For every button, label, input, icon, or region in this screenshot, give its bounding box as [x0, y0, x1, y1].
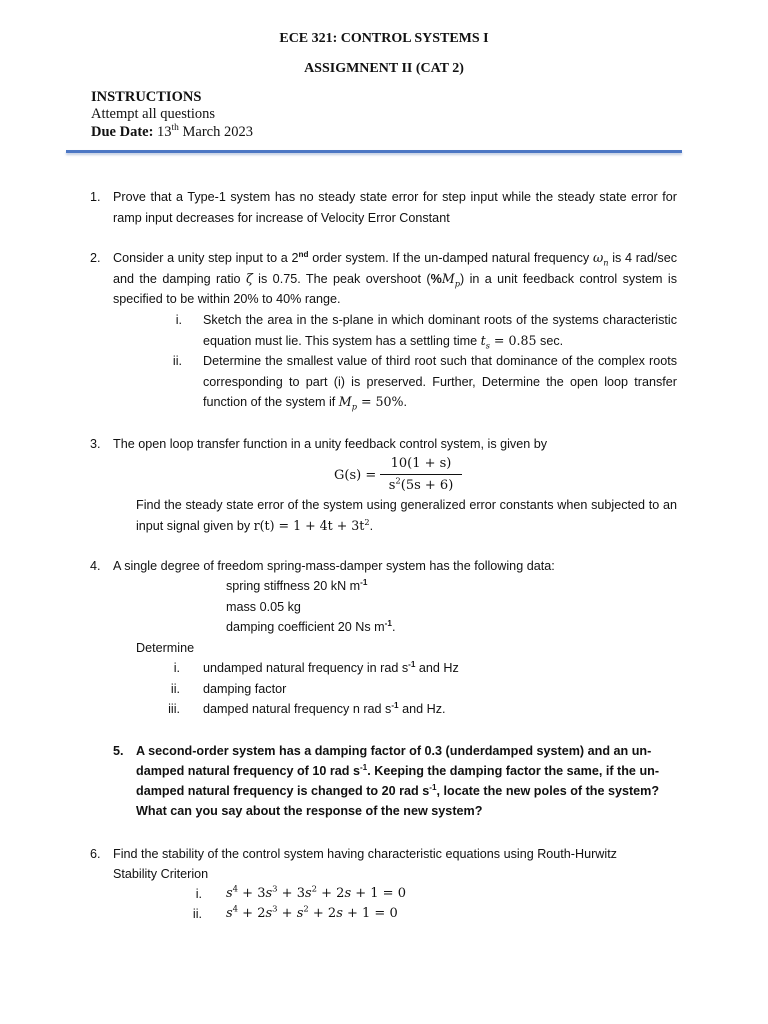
settling-time-value: = 0.85: [489, 332, 537, 348]
determine-label: Determine: [136, 641, 195, 655]
text-part: Consider a unity step input to a 2: [113, 251, 299, 265]
subscript: n: [603, 257, 609, 268]
subpart-text: [203, 658, 459, 679]
subpart-text: [203, 310, 677, 351]
characteristic-equation-2: $s^4 + 2s^3 + s^2 + 2s + 1 = 0$: [226, 903, 398, 921]
question-text-2: [136, 495, 677, 536]
question-line: [136, 781, 659, 802]
fraction-bar: [380, 474, 462, 475]
text-part: damped natural frequency is changed to 20 rad s: [136, 784, 430, 798]
subpart-number: i.: [195, 887, 202, 901]
subpart-number: i.: [175, 313, 182, 327]
question-line: Stability Criterion: [113, 867, 209, 881]
question-line: [136, 761, 659, 782]
transfer-function-lhs: G(s) =: [334, 468, 377, 483]
text-part: and Hz.: [398, 702, 446, 716]
superscript: -1: [429, 782, 437, 792]
text-part: damped natural frequency n rad s: [203, 702, 392, 716]
due-date-rest: March 2023: [182, 124, 253, 140]
text-part: .: [369, 518, 374, 533]
question-number: 5.: [113, 744, 124, 758]
transfer-function-denominator: [378, 476, 464, 497]
text-part: undamped natural frequency in rad s: [203, 661, 409, 675]
overshoot-value: = 50%: [356, 394, 404, 409]
subscript: p: [351, 401, 357, 412]
data-damping-coefficient: [226, 617, 395, 638]
question-number: 4.: [90, 559, 101, 573]
input-signal-expression: r(t) = 1 + 4t + 3t: [253, 517, 365, 533]
text-part: ) in a unit feedback control system is specified to be within 20% to 40% range.: [113, 271, 677, 306]
subpart-number: ii.: [172, 354, 182, 368]
question-number: 6.: [90, 847, 101, 861]
question-number: 2.: [90, 251, 101, 265]
subpart-number: i.: [173, 661, 180, 675]
text-part: is 0.75. The peak overshoot (: [252, 271, 431, 286]
header-divider: [66, 150, 682, 153]
text-part: .: [403, 395, 408, 409]
superscript: nd: [298, 249, 309, 259]
question-text: Prove that a Type-1 system has no steady state error for step input while the steady state error for ramp input decreases for increase of Velocity Error Constant: [113, 190, 677, 225]
subscript: s: [485, 340, 490, 351]
subpart-text: [203, 351, 677, 413]
question-text: The open loop transfer function in a unity feedback control system, is given by: [113, 437, 548, 451]
question-text: A single degree of freedom spring-mass-damper system has the following data:: [113, 559, 555, 573]
question-text: [113, 248, 677, 310]
text-part: , locate the new poles of the system?: [436, 784, 660, 798]
characteristic-equation-1: $s^4 + 3s^3 + 3s^2 + 2s + 1 = 0$: [226, 883, 406, 901]
text-part: Find the steady state error of the system using generalized error constants when subjected to an input signal given by: [136, 498, 677, 533]
subpart-number: iii.: [168, 702, 180, 716]
text-part: and Hz: [415, 661, 459, 675]
text-part: order system. If the un-damped natural frequency: [308, 251, 593, 265]
subpart-number: ii.: [192, 907, 202, 921]
text-part: damped natural frequency of 10 rad s: [136, 764, 360, 778]
subpart-number: ii.: [170, 682, 180, 696]
omega-symbol: ω: [592, 250, 604, 265]
text-part: damping coefficient 20 Ns m: [226, 620, 385, 634]
assignment-title: ASSIGMNENT II (CAT 2): [304, 61, 464, 76]
settling-time-symbol: t: [480, 332, 486, 348]
question-line: What can you say about the response of the new system?: [136, 804, 483, 818]
text-part: . Keeping the damping factor the same, if the un-: [367, 764, 660, 778]
peak-overshoot-symbol: M: [338, 394, 352, 409]
text-part: (5s + 6): [400, 478, 454, 493]
superscript: -1: [384, 618, 392, 628]
superscript: 2: [364, 516, 370, 527]
question-line: Find the stability of the control system having characteristic equations using Routh-Hurwitz: [113, 847, 617, 861]
peak-overshoot-symbol: M: [441, 270, 455, 286]
transfer-function-numerator: 10(1 + s): [390, 456, 452, 471]
subpart-text: [203, 699, 446, 720]
zeta-symbol: ζ: [245, 270, 253, 286]
text-part: is 4 rad/sec and the damping ratio: [113, 251, 677, 286]
due-date-label: Due Date:: [91, 124, 154, 140]
superscript: -1: [408, 659, 416, 669]
instructions-text: Attempt all questions: [91, 106, 216, 122]
due-date-suffix: th: [171, 123, 179, 134]
text-part: spring stiffness 20 kN m: [226, 579, 361, 593]
superscript: -1: [391, 700, 399, 710]
superscript: 2: [395, 475, 401, 486]
text-part: sec.: [536, 333, 564, 348]
due-date-day: 13: [157, 124, 172, 140]
subpart-text: damping factor: [203, 682, 287, 696]
question-number: 3.: [90, 437, 101, 451]
text-part: Determine the smallest value of third root such that dominance of the complex roots corresponding to part (i) is preserved. Further, Determine the open loop transfer function of the system if: [203, 354, 677, 409]
subscript: p: [454, 278, 460, 289]
document-title: ECE 321: CONTROL SYSTEMS I: [279, 31, 489, 46]
superscript: -1: [360, 577, 368, 587]
percent-sign: %: [430, 271, 442, 286]
text-part: Sketch the area in the s-plane in which dominant roots of the systems characteristic equation must lie. This system has a settling time: [203, 313, 677, 348]
text-part: s: [388, 478, 396, 493]
superscript: -1: [359, 762, 368, 772]
data-mass: mass 0.05 kg: [226, 600, 301, 614]
data-spring-stiffness: [226, 576, 367, 597]
question-line: A second-order system has a damping factor of 0.3 (underdamped system) and an un-: [136, 744, 652, 758]
question-number: 1.: [90, 190, 101, 204]
due-date: [91, 124, 253, 141]
instructions-heading: INSTRUCTIONS: [91, 89, 202, 105]
text-part: .: [391, 620, 396, 634]
